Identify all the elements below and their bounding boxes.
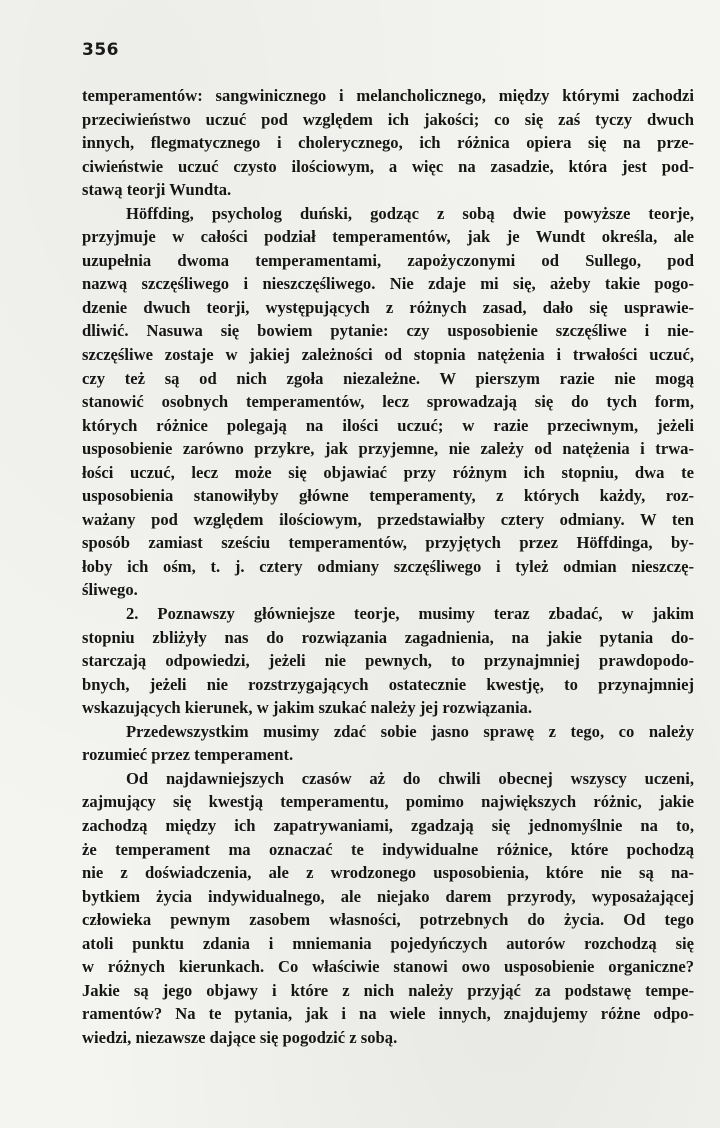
text-line: Przedewszystkim musimy zdać sobie jasno sprawę z tego, co należy <box>126 721 694 741</box>
text-line: stopniu zbliżyły nas do rozwiązania zagadnienia, na jakie pytania do- <box>82 627 694 647</box>
text-line: temperamentów: sangwinicznego i melancholicznego, między którymi zachodzi <box>82 86 694 105</box>
text-line: wskazujących kierunek, w jakim szukać należy jej rozwiązania. <box>82 698 533 718</box>
text-line: przyjmuje w całości podział temperamentów, jak je Wundt określa, ale <box>82 227 694 247</box>
text-line: usposobienia stanowiłyby główne temperamenty, z których każdy, roz- <box>82 486 694 506</box>
page-number: 356 <box>82 40 119 60</box>
text-line: Jakie są jego objawy i które z nich należy przyjąć za podstawę tempe- <box>82 980 694 1000</box>
text-line: uzupełnia dwoma temperamentami, zapożyczonymi od Sullego, pod <box>82 250 694 270</box>
text-line: usposobienie zarówno przykre, jak przyjemne, nie zależy od natężenia i trwa- <box>82 439 694 459</box>
text-line: sposób zamiast sześciu temperamentów, przyjętych przez Höffdinga, by- <box>82 533 694 553</box>
text-line: przeciwieństwo uczuć pod względem ich jakości; co się zaś tyczy dwuch <box>82 109 694 129</box>
text-line: ramentów? Na te pytania, jak i na wiele innych, znajdujemy różne odpo- <box>82 1004 694 1024</box>
text-line: 2. Poznawszy główniejsze teorje, musimy teraz zbadać, w jakim <box>126 604 694 624</box>
body-text <box>82 84 694 1049</box>
text-line: starczają odpowiedzi, jeżeli nie pewnych, to przynajmniej prawdopodo- <box>82 651 694 671</box>
text-line: ważany pod względem ilościowym, przedstawiałby cztery odmiany. W ten <box>82 509 694 529</box>
text-line: innych, flegmatycznego i cholerycznego, ich różnica opiera się na prze- <box>82 133 694 153</box>
text-line: łoby ich ośm, t. j. cztery odmiany szczęśliwego i tyleż odmian nieszczę- <box>82 556 694 576</box>
text-line: człowieka pewnym zasobem własności, potrzebnych do życia. Od tego <box>82 910 694 930</box>
text-line: dzenie dwuch teorji, występujących z różnych zasad, dało się usprawie- <box>82 297 694 317</box>
text-line: czy też są od nich zgoła niezależne. W pierszym razie nie mogą <box>82 368 694 388</box>
text-line: śliwego. <box>82 580 138 600</box>
text-line: nazwą szczęśliwego i nieszczęśliwego. Nie zdaje mi się, ażeby takie pogo- <box>82 274 694 294</box>
text-line: zachodzą między ich zapatrywaniami, zgadzają się jednomyślnie na to, <box>82 815 694 835</box>
text-line: nie z doświadczenia, ale z wrodzonego usposobienia, które nie są na- <box>82 863 694 883</box>
text-line: łości uczuć, lecz może się objawiać przy różnym ich stopniu, dwa te <box>82 462 694 482</box>
text-line: wiedzi, niezawsze dające się pogodzić z sobą. <box>82 1027 398 1047</box>
text-line: atoli punktu zdania i mniemania pojedyńczych autorów rozchodzą się <box>82 933 694 953</box>
text-line: bytkiem życia indywidualnego, ale niejako darem przyrody, wyposażającej <box>82 886 694 906</box>
text-line: których różnice polegają na ilości uczuć; w razie przeciwnym, jeżeli <box>82 415 694 435</box>
text-line: Höffding, psycholog duński, godząc z sobą dwie powyższe teorje, <box>126 203 694 223</box>
text-line: rozumieć przez temperament. <box>82 745 294 765</box>
text-line: że temperament ma oznaczać te indywidualne różnice, które pochodzą <box>82 839 694 859</box>
text-line: stawą teorji Wundta. <box>82 180 232 200</box>
text-line: ciwieństwie uczuć czysto ilościowym, a więc na zasadzie, która jest pod- <box>82 156 694 176</box>
text-line: w różnych kierunkach. Co właściwie stanowi owo usposobienie organiczne? <box>82 957 694 977</box>
text-line: dliwić. Nasuwa się bowiem pytanie: czy usposobienie szczęśliwe i nie- <box>82 321 694 341</box>
text-line: szczęśliwe zostaje w jakiej zależności od stopnia natężenia i trwałości uczuć, <box>82 345 694 365</box>
text-line: Od najdawniejszych czasów aż do chwili obecnej wszyscy uczeni, <box>126 768 694 788</box>
text-line: bnych, jeżeli nie rozstrzygających ostatecznie kwestję, to przynajmniej <box>82 674 694 694</box>
text-line: zajmujący się kwestją temperamentu, pomimo największych różnic, jakie <box>82 792 694 812</box>
text-line: stanowić osobnych temperamentów, lecz sprowadzają się do tych form, <box>82 392 694 412</box>
